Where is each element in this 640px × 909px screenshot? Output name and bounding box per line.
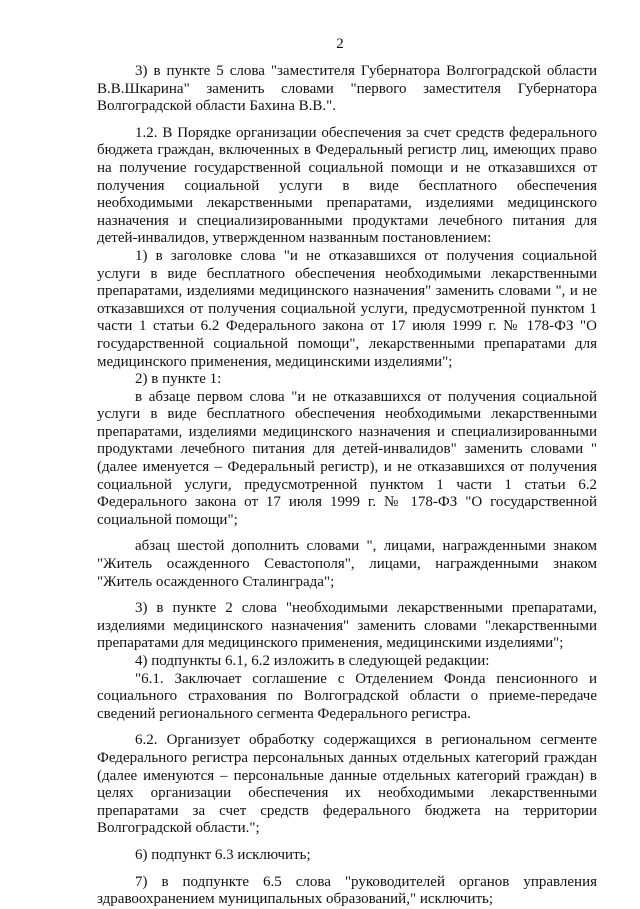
- paragraph-section-1-2: 1.2. В Порядке организации обеспечения за счет средств федерального бюджета граждан, включенных в Федеральный регистр лиц, имеющих право на получение государственной социальной помощи и не отказавшихся от получения социальной услуги в виде бесплатного обеспечения необходимыми лекарственными препаратами, изделиями медицинского назначения и специализированными продуктами лечебного питания для детей-инвалидов, утвержденном названным постановлением:: [97, 124, 597, 247]
- document-body: [97, 63, 597, 909]
- paragraph-subitem-7: 7) в подпункте 6.5 слова "руководителей органов управления здравоохранением муниципальных образований," исключить;: [97, 873, 597, 908]
- paragraph-subitem-3: 3) в пункте 2 слова "необходимыми лекарственными препаратами, изделиями медицинского назначения" заменить словами "лекарственными препаратами для медицинского применения, медицинскими изделиями";: [97, 600, 597, 652]
- paragraph-quote-6-2: 6.2. Организует обработку содержащихся в региональном сегменте Федерального регистра персональных данных отдельных категорий граждан (далее именуются – персональные данные отдельных категорий граждан) в целях организации обеспечения их необходимыми лекарственными препаратами за счет средств федерального бюджета на территории Волгоградской области.";: [97, 732, 597, 837]
- paragraph-subitem-1: 1) в заголовке слова "и не отказавшихся от получения социальной услуги в виде бесплатного обеспечения необходимыми лекарственными препаратами, изделиями медицинского назначения" заменить словами ", и не отказавшихся от получения социальной услуги, предусмотренной пунктом 1 части 1 статьи 6.2 Федерального закона от 17 июля 1999 г. № 178-ФЗ "О государственной социальной помощи", лекарственными препаратами для медицинского применения, медицинскими изделиями";: [97, 247, 597, 370]
- paragraph-sixth-abzac: абзац шестой дополнить словами ", лицами, награжденными знаком "Житель осажденного Севастополя", лицами, награжденными знаком "Житель осажденного Сталинграда";: [97, 538, 597, 590]
- paragraph-item-3: 3) в пункте 5 слова "заместителя Губернатора Волгоградской области В.В.Шкарина" заменить словами "первого заместителя Губернатора Волгоградской области Бахина В.В.".: [97, 63, 597, 115]
- paragraph-subitem-6: 6) подпункт 6.3 исключить;: [135, 846, 311, 863]
- paragraph-first-abzac: в абзаце первом слова "и не отказавшихся от получения социальной услуги в виде бесплатного обеспечения необходимыми лекарственными препаратами, изделиями медицинского назначения и специализированными продуктами лечебного питания для детей-инвалидов" заменить словами "(далее именуется – Федеральный регистр), и не отказавшихся от получения социальной услуги, предусмотренной пунктом 1 части 1 статьи 6.2 Федерального закона от 17 июля 1999 г. № 178-ФЗ "О государственной социальной помощи";: [97, 388, 597, 528]
- paragraph-subitem-2: 2) в пункте 1:: [135, 371, 222, 388]
- page-number: 2: [336, 36, 344, 52]
- paragraph-quote-6-1: "6.1. Заключает соглашение с Отделением Фонда пенсионного и социального страхования по Волгоградской области о приеме-передаче сведений регионального сегмента Федерального регистра.: [97, 670, 597, 722]
- paragraph-subitem-4: 4) подпункты 6.1, 6.2 изложить в следующей редакции:: [135, 653, 490, 669]
